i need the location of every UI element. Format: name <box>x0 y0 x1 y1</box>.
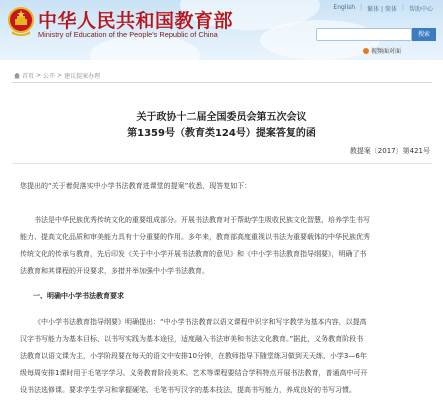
breadcrumb-separator: > <box>57 72 63 79</box>
breadcrumb-separator: > <box>36 72 42 79</box>
salutation <box>20 178 430 195</box>
english-link[interactable]: English <box>333 4 356 11</box>
breadcrumb-proposals[interactable]: 建议提案办理 <box>64 73 101 80</box>
paragraph-2 <box>20 314 430 399</box>
breadcrumb-home[interactable]: 首页 <box>22 73 35 80</box>
paragraph-line: 设书法选修课。要求学生学习和掌握硬笔、毛笔书写汉字的基本技法，提高书写能力，养成良好的书写习惯。 <box>20 386 356 394</box>
national-emblem-icon[interactable] <box>8 7 34 37</box>
link-separator: | <box>360 4 363 11</box>
document-title-line2: 第1359号（教育类124号）提案答复的函 <box>127 128 316 139</box>
site-header <box>0 0 443 60</box>
paragraph-line: 传统文化的传承与教育，先后印发《关于中小学开展书法教育的意见》和《中小学书法教育指导纲要》，明确了书 <box>20 250 367 258</box>
salutation-text: 您提出的“关于着促落实中小学书法教育进课堂的提案”收悉，现答复如下： <box>20 182 252 190</box>
site-subtitle: Ministry of Education of the People's Republic of China <box>38 30 218 39</box>
document-divider <box>12 163 432 164</box>
video-link[interactable] <box>363 46 401 55</box>
search-input[interactable] <box>316 28 412 41</box>
breadcrumb-public[interactable]: 公开 <box>43 73 56 80</box>
help-center-link[interactable]: 帮助中心 <box>408 6 433 13</box>
paragraph-line: 能力、提高文化品质和审美能力具有十分重要的作用。多年来，教育部高度重视以书法为重要载体的中华民族优秀 <box>20 233 370 241</box>
traditional-simplified-link[interactable]: 繁体 | 简体 <box>367 6 397 13</box>
link-separator: | <box>401 4 404 11</box>
paragraph-line: 书法是中华民族优秀传统文化的重要组成部分。开展书法教育对于帮助学生吸收民族文化智慧、培养学生书写 <box>34 216 370 224</box>
search-button[interactable]: 搜索 <box>412 28 436 41</box>
site-title[interactable]: 中华人民共和国教育部 <box>38 10 234 32</box>
breadcrumb <box>14 71 100 80</box>
document-title-line1: 关于政协十二届全国委员会第五次会议 <box>136 112 307 123</box>
top-links <box>333 4 433 13</box>
breadcrumb-divider <box>12 82 432 83</box>
paragraph-line: 《中小学书法教育指导纲要》明确提出：“中小学书法教育以语文课程中识字和写字教学为基本内容，以提高 <box>34 318 367 326</box>
video-link-label: 视频面对面 <box>371 48 402 55</box>
paragraph-line: 法教育和其课程的开设要求，多措并举加强中小学书法教育。 <box>20 267 209 275</box>
paragraph-1 <box>20 212 430 280</box>
section-heading: 一、明确中小学书法教育要求 <box>33 292 124 300</box>
home-icon <box>14 73 20 79</box>
document-number: 教提案〔2017〕第421号 <box>349 147 430 155</box>
paragraph-line: 级每周安排1课时用于毛笔字学习。义务教育阶段美术、艺术等课程要结合学科特点开展书法教育，普通高中可开 <box>20 369 368 377</box>
video-icon <box>363 48 369 54</box>
paragraph-line: 汉字书写能力为基本目标，以书写实践为基本途径，适度融入书法审美和书法文化教育。”据此，义务教育阶段书 <box>20 335 364 343</box>
paragraph-line: 法教育以语文课为主，小学阶段要在每天的语文中安排10分钟，在教师指导下随堂练习做到天天练，小学3—6年 <box>20 352 367 360</box>
